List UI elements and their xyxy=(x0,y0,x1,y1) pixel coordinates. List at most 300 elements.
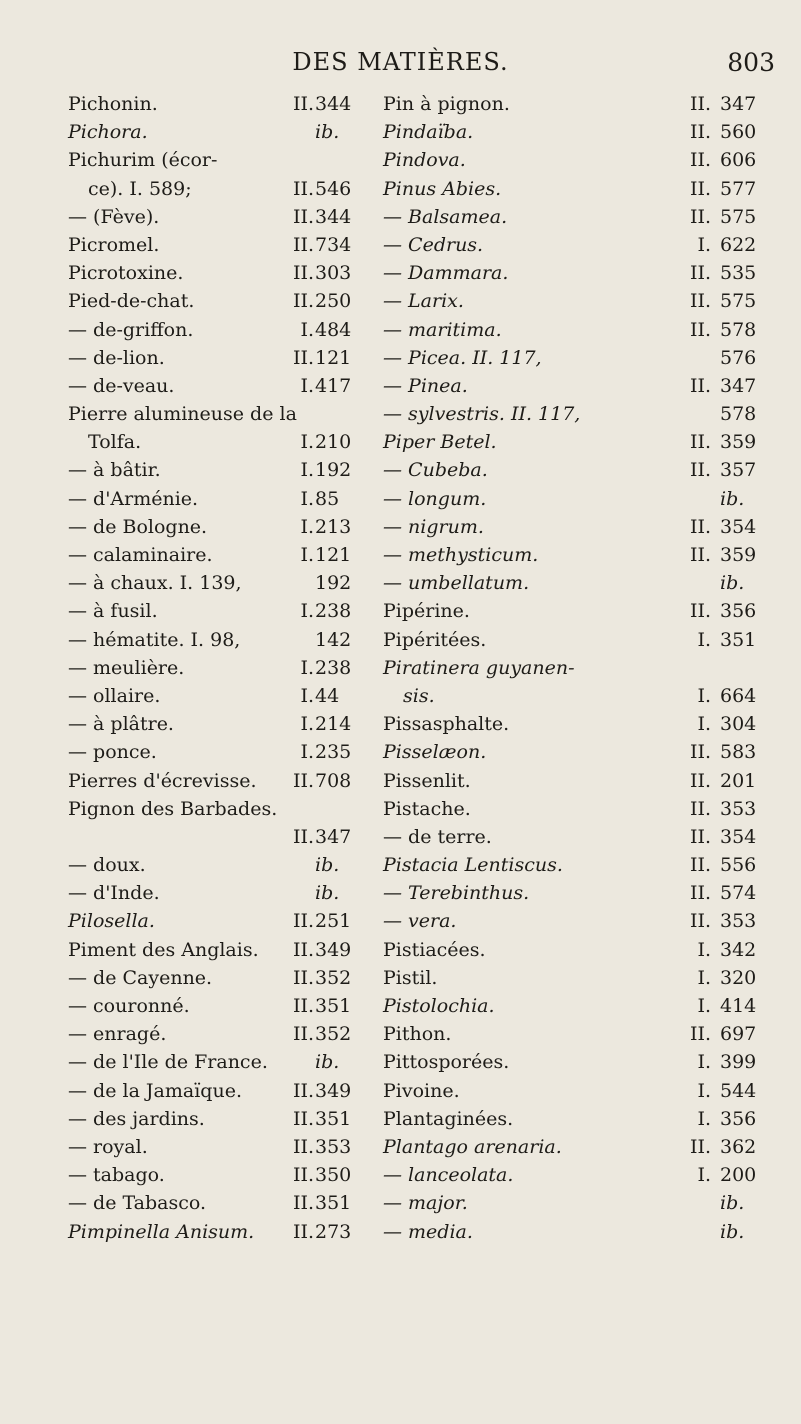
index-entry xyxy=(383,936,769,964)
index-entry xyxy=(383,597,769,625)
index-entry xyxy=(383,654,769,682)
entry-page: 347 xyxy=(720,93,757,115)
index-entry xyxy=(68,597,362,625)
entry-volume: II. xyxy=(689,797,711,820)
entry-term: Pilosella. xyxy=(68,910,155,933)
entry-volume: II. xyxy=(689,205,711,228)
entry-page: 85 xyxy=(315,487,340,510)
entry-volume: II. xyxy=(292,769,314,792)
index-entry xyxy=(68,907,362,935)
index-entry xyxy=(68,485,362,513)
entry-page: 351 xyxy=(315,1192,352,1215)
entry-page: 210 xyxy=(315,431,352,454)
entry-volume: I. xyxy=(697,684,711,707)
entry-volume: II. xyxy=(689,825,711,848)
entry-page: ib. xyxy=(720,487,745,510)
index-entry xyxy=(383,400,769,428)
entry-page: ib. xyxy=(315,1051,340,1074)
index-entry xyxy=(68,964,362,992)
index-entry xyxy=(68,654,362,682)
entry-term: — à fusil. xyxy=(68,600,158,623)
entry-volume: I. xyxy=(300,684,314,707)
entry-term: Pistolochia. xyxy=(383,995,495,1017)
entry-page: 414 xyxy=(720,995,757,1017)
index-entry xyxy=(383,1077,769,1105)
index-entry xyxy=(383,569,769,597)
entry-volume: II. xyxy=(292,233,314,256)
index-entry xyxy=(68,456,362,484)
entry-page: 484 xyxy=(315,318,352,341)
entry-page: 342 xyxy=(720,938,757,961)
entry-volume: I. xyxy=(300,600,314,623)
entry-term: Picrotoxine. xyxy=(68,262,184,285)
index-entry xyxy=(68,203,362,231)
entry-term: — media. xyxy=(383,1220,473,1243)
entry-volume: I. xyxy=(697,938,711,961)
entry-term: Pistiacées. xyxy=(383,938,486,961)
page-number: 803 xyxy=(727,48,775,77)
entry-term: — de la Jamaïque. xyxy=(68,1079,242,1102)
entry-volume: I. xyxy=(697,1107,711,1130)
entry-page: 121 xyxy=(315,544,352,566)
entry-volume: II. xyxy=(689,93,711,115)
entry-page: 606 xyxy=(720,149,757,172)
entry-page: 347 xyxy=(315,825,352,848)
entry-page: 357 xyxy=(720,459,757,482)
entry-volume: I. xyxy=(697,1079,711,1102)
index-entry xyxy=(68,710,362,738)
entry-volume: II. xyxy=(689,515,711,538)
index-entry xyxy=(383,259,769,287)
entry-page: 351 xyxy=(315,1107,352,1130)
index-entry xyxy=(383,907,769,935)
entry-term: — methysticum. xyxy=(383,544,539,566)
entry-term: Piper Betel. xyxy=(383,431,497,454)
entry-volume: II. xyxy=(292,1023,314,1046)
entry-term: — ponce. xyxy=(68,741,157,764)
entry-page: 577 xyxy=(720,177,757,200)
entry-page: 303 xyxy=(315,262,352,285)
entry-page: 578 xyxy=(720,318,757,341)
index-entry xyxy=(383,118,769,146)
entry-volume: II. xyxy=(689,1135,711,1158)
index-entry xyxy=(68,1105,362,1133)
entry-page: 44 xyxy=(315,684,340,707)
index-entry xyxy=(68,992,362,1020)
entry-volume: I. xyxy=(300,459,314,482)
entry-volume: II. xyxy=(689,544,711,566)
entry-page: 574 xyxy=(720,882,757,905)
index-entry xyxy=(68,175,362,203)
entry-term: — doux. xyxy=(68,854,146,877)
index-entry xyxy=(68,231,362,259)
entry-term: — umbellatum. xyxy=(383,572,530,595)
entry-page: 546 xyxy=(315,177,352,200)
entry-volume: II. xyxy=(689,741,711,764)
entry-volume: I. xyxy=(300,741,314,764)
index-entry xyxy=(68,344,362,372)
entry-term: — Balsamea. xyxy=(383,205,508,228)
index-entry xyxy=(68,823,362,851)
entry-page: 353 xyxy=(720,910,757,933)
entry-term: Pistacia Lentiscus. xyxy=(383,854,563,877)
entry-page: 304 xyxy=(720,713,757,736)
entry-page: 320 xyxy=(720,966,757,989)
entry-term: — Cubeba. xyxy=(383,459,488,482)
entry-page: 121 xyxy=(315,346,352,369)
index-entry xyxy=(383,90,769,118)
entry-page: 344 xyxy=(315,205,352,228)
entry-page: 359 xyxy=(720,431,757,454)
entry-page: 359 xyxy=(720,544,757,566)
entry-term: — de-veau. xyxy=(68,374,175,397)
index-entry xyxy=(383,541,769,569)
header-title: DES MATIÈRES. xyxy=(292,48,509,76)
entry-term: — longum. xyxy=(383,487,487,510)
index-entry xyxy=(383,513,769,541)
index-entry xyxy=(68,851,362,879)
entry-term: Pissenlit. xyxy=(383,769,471,792)
entry-term: — Pinea. xyxy=(383,374,468,397)
entry-term: — nigrum. xyxy=(383,515,484,538)
index-entry xyxy=(383,879,769,907)
entry-volume: II. xyxy=(689,431,711,454)
entry-term: — de-lion. xyxy=(68,346,165,369)
index-entry xyxy=(383,203,769,231)
entry-volume: II. xyxy=(689,149,711,172)
entry-term: Piment des Anglais. xyxy=(68,938,259,961)
entry-page: 192 xyxy=(315,572,352,595)
entry-term: — vera. xyxy=(383,910,457,933)
entry-page: ib. xyxy=(315,882,340,905)
entry-page: 349 xyxy=(315,1079,352,1102)
entry-page: 350 xyxy=(315,1164,352,1187)
entry-term: — d'Inde. xyxy=(68,882,160,905)
entry-page: 142 xyxy=(315,628,352,651)
entry-volume: II. xyxy=(689,121,711,144)
entry-volume: II. xyxy=(292,910,314,933)
entry-term: — de Tabasco. xyxy=(68,1192,207,1215)
entry-volume: II. xyxy=(292,1192,314,1215)
index-entry xyxy=(68,259,362,287)
entry-volume: II. xyxy=(292,205,314,228)
entry-term: — sylvestris. II. 117, xyxy=(383,403,581,426)
index-entry xyxy=(68,767,362,795)
entry-page: 344 xyxy=(315,93,352,115)
entry-term: Pistache. xyxy=(383,797,471,820)
entry-page: 238 xyxy=(315,656,352,679)
entry-page: 560 xyxy=(720,121,757,144)
entry-term: Plantago arenaria. xyxy=(383,1135,562,1158)
entry-page: 578 xyxy=(720,403,757,426)
index-entry xyxy=(383,626,769,654)
entry-page: 576 xyxy=(720,346,757,369)
index-entry xyxy=(68,936,362,964)
entry-volume: I. xyxy=(697,1164,711,1187)
entry-volume: II. xyxy=(292,262,314,285)
index-entry xyxy=(383,682,769,710)
index-entry xyxy=(68,1161,362,1189)
index-entry xyxy=(68,569,362,597)
entry-page: 238 xyxy=(315,600,352,623)
entry-term: — des jardins. xyxy=(68,1107,205,1130)
entry-term: — royal. xyxy=(68,1135,148,1158)
entry-volume: I. xyxy=(697,966,711,989)
entry-page: 362 xyxy=(720,1135,757,1158)
index-entry xyxy=(383,964,769,992)
entry-page: 734 xyxy=(315,233,352,256)
entry-volume: I. xyxy=(300,544,314,566)
entry-volume: I. xyxy=(697,995,711,1017)
index-entry xyxy=(383,372,769,400)
entry-page: 353 xyxy=(315,1135,352,1158)
entry-page: ib. xyxy=(720,572,745,595)
entry-term: — Dammara. xyxy=(383,262,509,285)
entry-page: 213 xyxy=(315,515,352,538)
entry-volume: II. xyxy=(689,374,711,397)
entry-term: Pipéritées. xyxy=(383,628,487,651)
entry-page: 556 xyxy=(720,854,757,877)
index-entry xyxy=(68,682,362,710)
index-entry xyxy=(383,175,769,203)
entry-term: Picromel. xyxy=(68,233,160,256)
entry-term: — calaminaire. xyxy=(68,544,213,566)
entry-volume: II. xyxy=(292,1220,314,1243)
index-entry xyxy=(68,287,362,315)
entry-term: Pignon des Barbades. xyxy=(68,797,278,820)
entry-term: Pisselæon. xyxy=(383,741,487,764)
entry-volume: I. xyxy=(300,318,314,341)
index-entry xyxy=(383,1133,769,1161)
index-entry xyxy=(383,1161,769,1189)
entry-term: Pierres d'écrevisse. xyxy=(68,769,257,792)
entry-page: 352 xyxy=(315,1023,352,1046)
entry-term: Pimpinella Anisum. xyxy=(68,1220,255,1243)
index-entry xyxy=(383,738,769,766)
entry-term: Piratinera guyanen- xyxy=(383,656,575,679)
entry-volume: II. xyxy=(689,1023,711,1046)
entry-volume: I. xyxy=(300,431,314,454)
entry-page: 399 xyxy=(720,1051,757,1074)
index-entry xyxy=(383,851,769,879)
entry-page: 351 xyxy=(720,628,757,651)
entry-volume: II. xyxy=(689,290,711,313)
index-entry xyxy=(68,1189,362,1217)
entry-term: — de Cayenne. xyxy=(68,966,213,989)
entry-term: — Cedrus. xyxy=(383,233,484,256)
entry-volume: II. xyxy=(292,290,314,313)
entry-volume: I. xyxy=(300,374,314,397)
entry-term: — major. xyxy=(383,1192,468,1215)
entry-term: — hématite. I. 98, xyxy=(68,628,241,651)
entry-term: — à plâtre. xyxy=(68,713,174,736)
entry-page: 351 xyxy=(315,995,352,1017)
entry-term: — enragé. xyxy=(68,1023,167,1046)
entry-volume: II. xyxy=(689,769,711,792)
index-entry xyxy=(383,428,769,456)
entry-term: — de l'Ile de France. xyxy=(68,1051,268,1074)
entry-term: — de-griffon. xyxy=(68,318,194,341)
entry-term: — d'Arménie. xyxy=(68,487,199,510)
entry-page: ib. xyxy=(315,854,340,877)
index-entry xyxy=(68,1133,362,1161)
index-entry xyxy=(68,90,362,118)
entry-term: Tolfa. xyxy=(88,431,142,454)
entry-term: ce). I. 589; xyxy=(88,177,192,200)
entry-page: 349 xyxy=(315,938,352,961)
entry-term: Pied-de-chat. xyxy=(68,290,195,313)
entry-term: sis. xyxy=(403,684,435,707)
entry-volume: II. xyxy=(292,1135,314,1158)
index-entry xyxy=(383,456,769,484)
entry-volume: II. xyxy=(689,318,711,341)
index-entry xyxy=(68,1020,362,1048)
index-entry xyxy=(383,146,769,174)
index-entry xyxy=(383,823,769,851)
entry-page: 235 xyxy=(315,741,352,764)
entry-volume: I. xyxy=(300,713,314,736)
index-entry xyxy=(383,1218,769,1246)
entry-page: 273 xyxy=(315,1220,352,1243)
index-entry xyxy=(383,992,769,1020)
entry-term: — de terre. xyxy=(383,825,492,848)
entry-page: 251 xyxy=(315,910,352,933)
entry-volume: II. xyxy=(292,1079,314,1102)
entry-page: 356 xyxy=(720,600,757,623)
entry-volume: II. xyxy=(689,262,711,285)
entry-volume: I. xyxy=(300,487,314,510)
index-entry xyxy=(68,1218,362,1246)
entry-volume: II. xyxy=(689,600,711,623)
entry-page: 544 xyxy=(720,1079,757,1102)
entry-volume: II. xyxy=(292,1107,314,1130)
entry-page: 622 xyxy=(720,233,757,256)
entry-page: 583 xyxy=(720,741,757,764)
entry-term: Pipérine. xyxy=(383,600,470,623)
entry-term: Pichora. xyxy=(68,121,148,144)
entry-term: — lanceolata. xyxy=(383,1164,514,1187)
index-entry xyxy=(68,118,362,146)
index-entry xyxy=(68,626,362,654)
entry-term: — couronné. xyxy=(68,995,190,1017)
entry-page: 214 xyxy=(315,713,352,736)
index-entry xyxy=(383,767,769,795)
entry-term: Pivoine. xyxy=(383,1079,460,1102)
entry-volume: I. xyxy=(697,233,711,256)
entry-page: 708 xyxy=(315,769,352,792)
entry-page: 664 xyxy=(720,684,757,707)
entry-term: Pithon. xyxy=(383,1023,452,1046)
index-entry xyxy=(68,372,362,400)
entry-volume: I. xyxy=(300,656,314,679)
index-entry xyxy=(68,428,362,456)
index-entry xyxy=(68,146,362,174)
index-entry xyxy=(383,316,769,344)
entry-term: — à bâtir. xyxy=(68,459,161,482)
entry-volume: II. xyxy=(689,854,711,877)
index-entry xyxy=(383,710,769,738)
entry-page: 354 xyxy=(720,515,757,538)
entry-page: 192 xyxy=(315,459,352,482)
index-entry xyxy=(383,1105,769,1133)
entry-volume: I. xyxy=(300,515,314,538)
index-entry xyxy=(68,795,362,823)
entry-term: Plantaginées. xyxy=(383,1107,514,1130)
entry-page: 354 xyxy=(720,825,757,848)
entry-page: 417 xyxy=(315,374,352,397)
index-entry xyxy=(68,513,362,541)
entry-term: — maritima. xyxy=(383,318,502,341)
index-entry xyxy=(68,541,362,569)
entry-term: Pissasphalte. xyxy=(383,713,510,736)
entry-volume: II. xyxy=(292,995,314,1017)
entry-page: 353 xyxy=(720,797,757,820)
entry-volume: II. xyxy=(689,882,711,905)
index-entry xyxy=(383,287,769,315)
entry-page: ib. xyxy=(315,121,340,144)
entry-volume: I. xyxy=(697,628,711,651)
entry-term: — ollaire. xyxy=(68,684,161,707)
entry-term: Pichonin. xyxy=(68,93,158,115)
entry-term: Pichurim (écor- xyxy=(68,149,218,172)
index-entry xyxy=(383,1048,769,1076)
entry-volume: II. xyxy=(292,966,314,989)
index-entry xyxy=(383,1189,769,1217)
entry-volume: II. xyxy=(292,346,314,369)
index-entry xyxy=(68,738,362,766)
entry-term: Pittosporées. xyxy=(383,1051,510,1074)
entry-term: — Picea. II. 117, xyxy=(383,346,542,369)
entry-page: 697 xyxy=(720,1023,757,1046)
entry-page: ib. xyxy=(720,1192,745,1215)
entry-volume: II. xyxy=(689,910,711,933)
entry-page: 575 xyxy=(720,290,757,313)
entry-term: Pindaïba. xyxy=(383,121,474,144)
index-entry xyxy=(383,344,769,372)
entry-volume: II. xyxy=(292,177,314,200)
entry-page: 201 xyxy=(720,769,757,792)
entry-term: — (Fève). xyxy=(68,205,160,228)
running-header xyxy=(0,48,801,88)
entry-volume: II. xyxy=(292,93,314,115)
entry-term: — de Bologne. xyxy=(68,515,208,538)
entry-term: — à chaux. I. 139, xyxy=(68,572,242,595)
entry-term: Pierre alumineuse de la xyxy=(68,403,297,426)
index-entry xyxy=(68,1077,362,1105)
index-entry xyxy=(68,400,362,428)
entry-term: — Terebinthus. xyxy=(383,882,530,905)
index-column-left xyxy=(68,90,362,1246)
index-entry xyxy=(68,1048,362,1076)
index-entry xyxy=(68,316,362,344)
entry-page: 575 xyxy=(720,205,757,228)
index-entry xyxy=(383,231,769,259)
entry-volume: II. xyxy=(689,177,711,200)
index-column-right xyxy=(383,90,769,1246)
entry-volume: II. xyxy=(292,1164,314,1187)
entry-term: Pin à pignon. xyxy=(383,93,510,115)
entry-term: — Larix. xyxy=(383,290,464,313)
entry-page: 535 xyxy=(720,262,757,285)
index-entry xyxy=(383,485,769,513)
entry-page: 200 xyxy=(720,1164,757,1187)
entry-volume: II. xyxy=(292,825,314,848)
entry-term: — tabago. xyxy=(68,1164,165,1187)
entry-volume: I. xyxy=(697,713,711,736)
entry-page: 356 xyxy=(720,1107,757,1130)
entry-term: Pinus Abies. xyxy=(383,177,502,200)
entry-page: ib. xyxy=(720,1220,745,1243)
